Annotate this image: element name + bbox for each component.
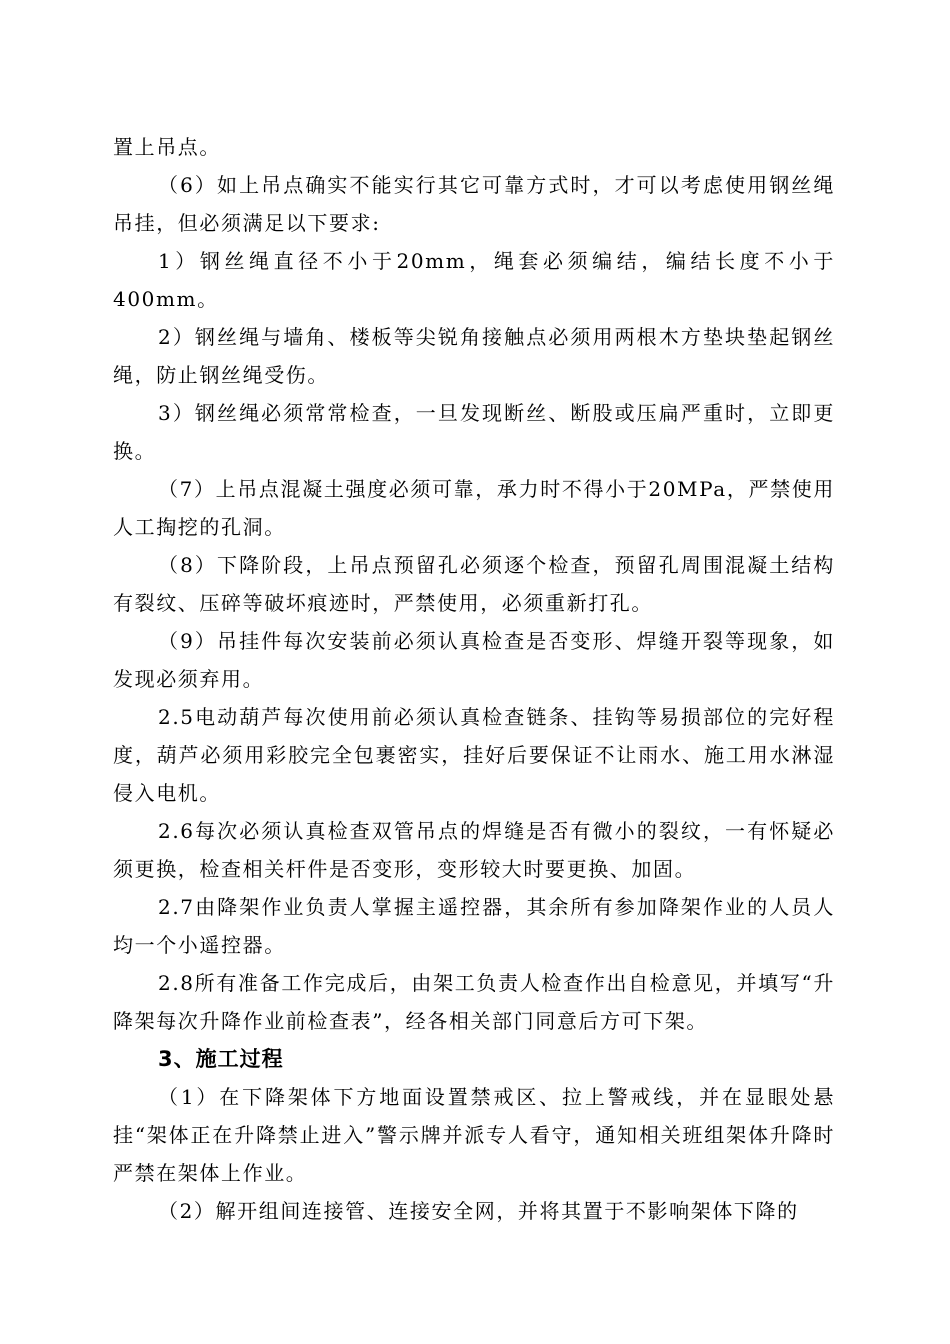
paragraph: （9）吊挂件每次安装前必须认真检查是否变形、焊缝开裂等现象，如发现必须弃用。 bbox=[113, 629, 835, 691]
paragraph: （2）解开组间连接管、连接安全网，并将其置于不影响架体下降的 bbox=[158, 1199, 799, 1223]
paragraph: 1）钢丝绳直径不小于20mm，绳套必须编结，编结长度不小于400mm。 bbox=[113, 249, 835, 311]
paragraph: （8）下降阶段，上吊点预留孔必须逐个检查，预留孔周围混凝土结构有裂纹、压碎等破坏痕迹时，严禁使用，必须重新打孔。 bbox=[113, 553, 835, 615]
paragraph: 2.7由降架作业负责人掌握主遥控器，其余所有参加降架作业的人员人均一个小遥控器。 bbox=[113, 895, 835, 957]
paragraph: 置上吊点。 bbox=[113, 135, 221, 159]
paragraph: （6）如上吊点确实不能实行其它可靠方式时，才可以考虑使用钢丝绳吊挂，但必须满足以下要求: bbox=[113, 173, 835, 235]
section-heading: 3、施工过程 bbox=[158, 1047, 284, 1071]
paragraph: 2）钢丝绳与墙角、楼板等尖锐角接触点必须用两根木方垫块垫起钢丝绳，防止钢丝绳受伤。 bbox=[113, 325, 835, 387]
paragraph: 2.5电动葫芦每次使用前必须认真检查链条、挂钩等易损部位的完好程度，葫芦必须用彩胶完全包裹密实，挂好后要保证不让雨水、施工用水淋湿侵入电机。 bbox=[113, 705, 835, 805]
paragraph: （7）上吊点混凝土强度必须可靠，承力时不得小于20MPa，严禁使用人工掏挖的孔洞。 bbox=[113, 477, 835, 539]
paragraph: 2.8所有准备工作完成后，由架工负责人检查作出自检意见，并填写“升降架每次升降作业前检查表”，经各相关部门同意后方可下架。 bbox=[113, 971, 835, 1033]
paragraph: 2.6每次必须认真检查双管吊点的焊缝是否有微小的裂纹，一有怀疑必须更换，检查相关杆件是否变形，变形较大时要更换、加固。 bbox=[113, 819, 835, 881]
paragraph: （1）在下降架体下方地面设置禁戒区、拉上警戒线，并在显眼处悬挂“架体正在升降禁止进入”警示牌并派专人看守，通知相关班组架体升降时严禁在架体上作业。 bbox=[113, 1085, 835, 1185]
paragraph: 3）钢丝绳必须常常检查，一旦发现断丝、断股或压扁严重时，立即更换。 bbox=[113, 401, 835, 463]
document-body bbox=[113, 128, 835, 1230]
